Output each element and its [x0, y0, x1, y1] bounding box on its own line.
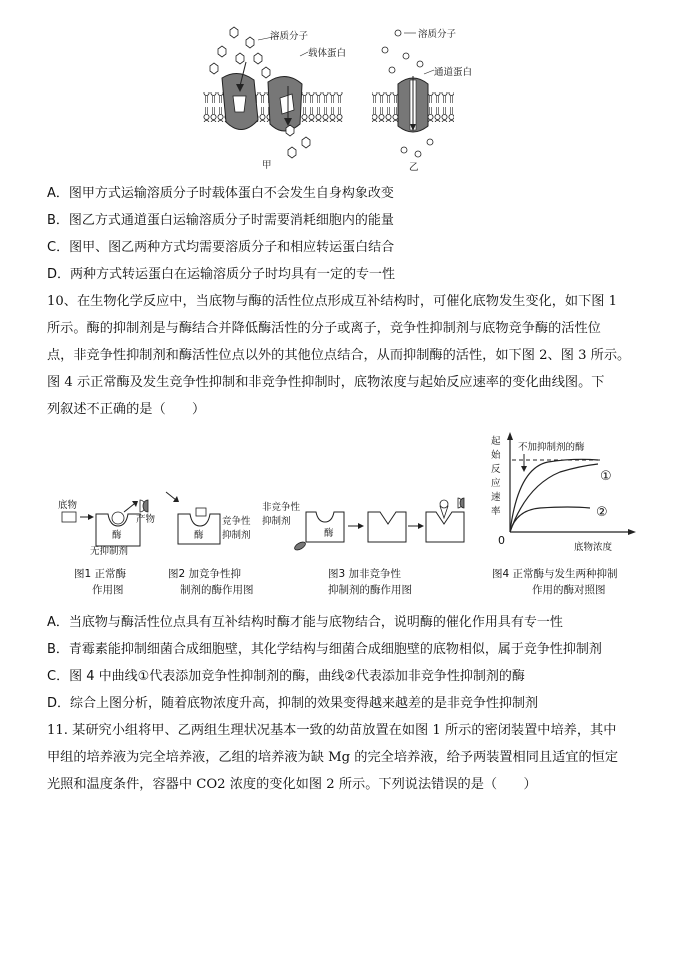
- svg-text:始: 始: [491, 450, 501, 461]
- enzyme-1-label: 酶: [112, 530, 122, 541]
- svg-text:速: 速: [491, 492, 501, 503]
- q11-stem-line: 光照和温度条件，容器中 CO2 浓度的变化如图 2 所示。下列说法错误的是（ ）: [47, 777, 537, 792]
- no-inhibitor-label: 无抑制剂: [90, 546, 129, 557]
- enzyme-3b: [368, 512, 406, 542]
- q9-option-a: A．图甲方式运输溶质分子时载体蛋白不会发生自身构象改变: [47, 186, 394, 201]
- jia-caption: 甲: [262, 160, 272, 171]
- jia-solute-label: 溶质分子: [270, 31, 309, 42]
- no-inhibitor-enzyme-label: 不加抑制剂的酶: [518, 442, 585, 453]
- caption-fig1: 图1 正常酶 作用图: [74, 568, 127, 596]
- comp-inhibitor-label-1: 竞争性: [222, 516, 251, 527]
- q10-option-b: B．青霉素能抑制细菌合成细胞壁，其化学结构与细菌合成细胞壁的底物相似，属于竞争性抑制剂: [47, 642, 602, 657]
- q10-stem-line: 图 4 示正常酶及发生竞争性抑制和非竞争性抑制时，底物浓度与起始反应速率的变化曲线图。下: [47, 375, 605, 390]
- svg-text:率: 率: [491, 506, 501, 517]
- q9-option-d: D．两种方式转运蛋白在运输溶质分子时均具有一定的专一性: [47, 267, 396, 282]
- product-label: 产物: [136, 514, 156, 525]
- q10-stem-line: 10、在生物化学反应中，当底物与酶的活性位点形成互补结构时，可催化底物发生变化，如下图 1: [47, 294, 618, 309]
- svg-text:应: 应: [491, 478, 501, 489]
- enzyme-3c: [426, 512, 464, 542]
- ylabel: [491, 435, 501, 517]
- curve-2: [510, 507, 590, 532]
- q10-stem-line: 列叙述不正确的是（ ）: [47, 402, 206, 417]
- substrate-label: 底物: [58, 500, 78, 511]
- enzyme-3-label: 酶: [324, 528, 334, 539]
- q10-stem-line: 所示。酶的抑制剂是与酶结合并降低酶活性的分子或离子，竞争性抑制剂与底物竞争酶的活性位: [47, 321, 601, 336]
- xlabel: 底物浓度: [574, 542, 613, 553]
- caption-fig3: 图3 加非竞争性 抑制剂的酶作用图: [328, 568, 412, 596]
- yi-caption: 乙: [409, 162, 419, 173]
- membrane-transport-figure: [0, 0, 688, 180]
- svg-text:反: 反: [491, 464, 501, 475]
- curve-1-label: ①: [600, 469, 612, 484]
- q10-option-a: A．当底物与酶活性位点具有互补结构时酶才能与底物结合，说明酶的催化作用具有专一性: [47, 615, 563, 630]
- q10-stem-line: 点，非竞争性抑制剂和酶活性位点以外的其他位点结合，从而抑制酶的活性，如下图 2、图 3 所示。: [47, 348, 631, 363]
- q9-option-c: C．图甲、图乙两种方式均需要溶质分子和相应转运蛋白结合: [47, 240, 395, 255]
- q9-option-b: B．图乙方式通道蛋白运输溶质分子时需要消耗细胞内的能量: [47, 213, 394, 228]
- noncomp-inhibitor-label-1: 非竞争性: [262, 502, 301, 513]
- yi-solute-label: 溶质分子: [418, 29, 457, 40]
- comp-inhibitor-label-2: 抑制剂: [222, 530, 251, 541]
- noncomp-inhibitor-label-2: 抑制剂: [262, 516, 291, 527]
- curve-1: [510, 464, 598, 532]
- q11-stem-line: 11. 某研究小组将甲、乙两组生理状况基本一致的幼苗放置在如图 1 所示的密闭装置中培养，其中: [47, 723, 617, 738]
- caption-fig4: 图4 正常酶与发生两种抑制 作用的酶对照图: [492, 568, 618, 596]
- caption-fig2: 图2 加竞争性抑 制剂的酶作用图: [168, 568, 254, 596]
- yi-channel-label: 通道蛋白: [434, 67, 473, 78]
- enzyme-2-label: 酶: [194, 530, 204, 541]
- origin-label: 0: [498, 534, 505, 547]
- q10-option-d: D．综合上图分析，随着底物浓度升高，抑制的效果变得越来越差的是非竞争性抑制剂: [47, 696, 539, 711]
- jia-carrier-label: 载体蛋白: [308, 48, 347, 59]
- q10-option-c: C．图 4 中曲线①代表添加竞争性抑制剂的酶，曲线②代表添加非竞争性抑制剂的酶: [47, 669, 525, 684]
- curve-2-label: ②: [596, 505, 608, 520]
- q11-stem-line: 甲组的培养液为完全培养液，乙组的培养液为缺 Mg 的完全培养液，给予两装置相同且适宜的恒定: [47, 750, 619, 765]
- svg-text:起: 起: [491, 436, 501, 447]
